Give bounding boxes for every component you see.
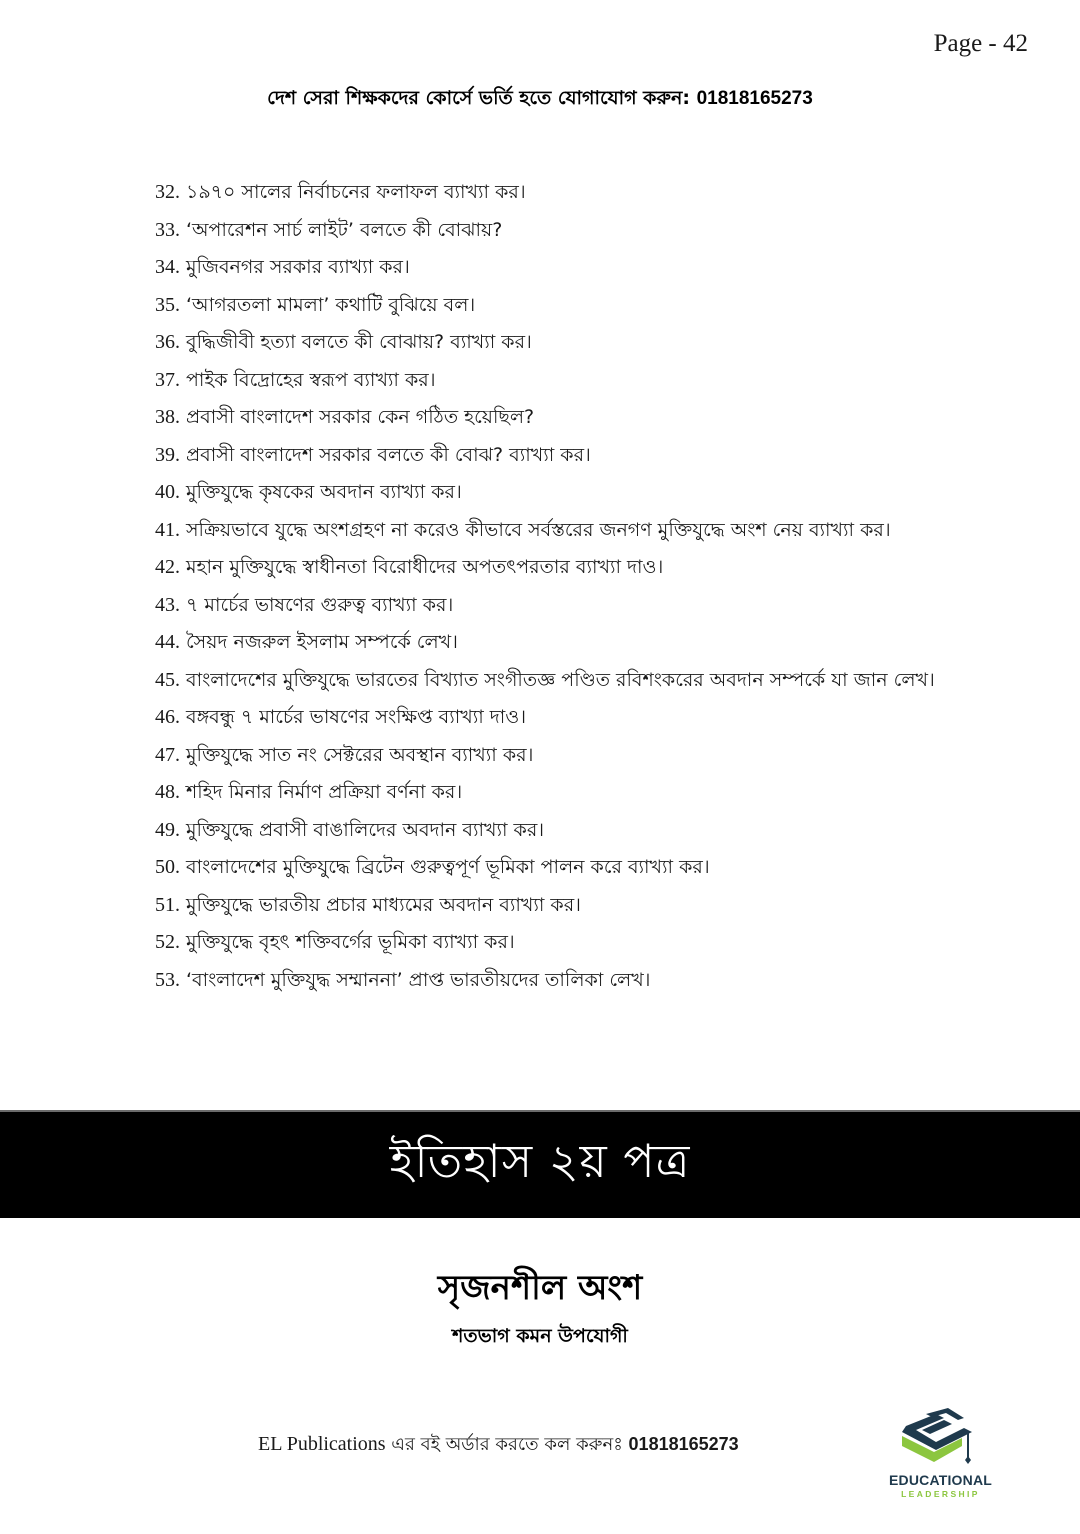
question-item xyxy=(155,924,935,962)
question-number: 51. xyxy=(155,893,180,916)
question-text: বঙ্গবন্ধু ৭ মার্চের ভাষণের সংক্ষিপ্ত ব্যাখ্যা দাও। xyxy=(186,706,527,728)
contact-banner-text: দেশ সেরা শিক্ষকদের কোর্সে ভর্তি হতে যোগাযোগ করুন: xyxy=(267,87,697,109)
question-item xyxy=(155,437,935,475)
question-number: 35. xyxy=(155,293,180,316)
question-text: সক্রিয়ভাবে যুদ্ধে অংশগ্রহণ না করেও কীভাবে সর্বস্তরের জনগণ মুক্তিযুদ্ধে অংশ নেয় ব্যাখ্যা কর। xyxy=(186,518,891,541)
question-number: 45. xyxy=(155,668,180,691)
logo-name: EDUCATIONAL xyxy=(888,1472,993,1488)
question-text: প্রবাসী বাংলাদেশ সরকার বলতে কী বোঝ? ব্যাখ্যা কর। xyxy=(186,443,591,466)
question-text: বাংলাদেশের মুক্তিযুদ্ধে ভারতের বিখ্যাত সংগীতজ্ঞ পণ্ডিত রবিশংকরের অবদান সম্পর্কে যা জান লেখ। xyxy=(186,668,935,691)
footer-phone: 01818165273 xyxy=(628,1434,739,1454)
question-number: 40. xyxy=(155,481,180,503)
question-text: ‘বাংলাদেশ মুক্তিযুদ্ধ সম্মাননা’ প্রাপ্ত ভারতীয়দের তালিকা লেখ। xyxy=(186,968,651,991)
question-number: 33. xyxy=(155,218,180,241)
question-item xyxy=(155,662,935,700)
question-text: পাইক বিদ্রোহের স্বরূপ ব্যাখ্যা কর। xyxy=(186,368,436,391)
question-item xyxy=(155,249,935,287)
question-number: 43. xyxy=(155,593,180,616)
question-text: মুক্তিযুদ্ধে বৃহৎ শক্তিবর্গের ভূমিকা ব্যাখ্যা কর। xyxy=(186,931,515,953)
question-text: বাংলাদেশের মুক্তিযুদ্ধে ব্রিটেন গুরুত্বপূর্ণ ভূমিকা পালন করে ব্যাখ্যা কর। xyxy=(186,856,710,878)
graduation-cap-e-icon xyxy=(900,1408,982,1472)
question-item xyxy=(155,962,935,1000)
question-item xyxy=(155,887,935,925)
question-item xyxy=(155,512,935,550)
question-item xyxy=(155,737,935,775)
question-number: 44. xyxy=(155,631,180,653)
question-text: ‘আগরতলা মামলা’ কথাটি বুঝিয়ে বল। xyxy=(186,293,476,316)
question-item xyxy=(155,324,935,362)
question-item xyxy=(155,624,935,662)
question-item xyxy=(155,287,935,325)
question-text: সৈয়দ নজরুল ইসলাম সম্পর্কে লেখ। xyxy=(186,631,458,653)
question-item xyxy=(155,362,935,400)
question-item xyxy=(155,399,935,437)
question-text: বুদ্ধিজীবী হত্যা বলতে কী বোঝায়? ব্যাখ্যা কর। xyxy=(186,331,532,353)
question-item xyxy=(155,212,935,250)
question-number: 50. xyxy=(155,856,180,878)
question-text: মুক্তিযুদ্ধে ভারতীয় প্রচার মাধ্যমের অবদান ব্যাখ্যা কর। xyxy=(186,893,581,916)
question-number: 52. xyxy=(155,931,180,953)
question-text: ১৯৭০ সালের নির্বাচনের ফলাফল ব্যাখ্যা কর। xyxy=(186,181,526,203)
question-number: 39. xyxy=(155,443,180,466)
question-item xyxy=(155,587,935,625)
question-item xyxy=(155,549,935,587)
question-text: মহান মুক্তিযুদ্ধে স্বাধীনতা বিরোধীদের অপতৎপরতার ব্যাখ্যা দাও। xyxy=(186,556,664,578)
question-item xyxy=(155,699,935,737)
question-text: ৭ মার্চের ভাষণের গুরুত্ব ব্যাখ্যা কর। xyxy=(186,593,454,616)
footer-order-line xyxy=(258,1430,739,1461)
contact-banner xyxy=(0,84,1080,116)
question-number: 34. xyxy=(155,256,180,278)
question-number: 37. xyxy=(155,368,180,391)
question-item xyxy=(155,174,935,212)
question-number: 32. xyxy=(155,181,180,203)
question-text: মুক্তিযুদ্ধে প্রবাসী বাঙালিদের অবদান ব্যাখ্যা কর। xyxy=(186,818,545,841)
contact-phone: 01818165273 xyxy=(696,88,813,109)
page-number: Page - 42 xyxy=(933,30,1028,57)
publisher-name: EL Publications xyxy=(258,1433,386,1455)
question-number: 42. xyxy=(155,556,180,578)
question-number: 53. xyxy=(155,968,180,991)
question-item xyxy=(155,812,935,850)
question-item xyxy=(155,849,935,887)
question-item xyxy=(155,474,935,512)
question-text: মুক্তিযুদ্ধে সাত নং সেক্টরের অবস্থান ব্যাখ্যা কর। xyxy=(186,743,534,766)
question-number: 38. xyxy=(155,406,180,428)
part-heading: সৃজনশীল অংশ xyxy=(437,1268,643,1308)
question-number: 41. xyxy=(155,518,180,541)
educational-leadership-logo xyxy=(878,1408,1003,1504)
question-number: 46. xyxy=(155,706,180,728)
question-text: প্রবাসী বাংলাদেশ সরকার কেন গঠিত হয়েছিল? xyxy=(186,406,535,428)
footer-order-text: এর বই অর্ডার করতে কল করুনঃ xyxy=(385,1434,629,1455)
question-text: মুক্তিযুদ্ধে কৃষকের অবদান ব্যাখ্যা কর। xyxy=(186,481,462,503)
question-list xyxy=(155,174,935,999)
section-title-band xyxy=(0,1110,1080,1218)
question-text: শহিদ মিনার নির্মাণ প্রক্রিয়া বর্ণনা কর। xyxy=(186,781,463,803)
question-number: 48. xyxy=(155,781,180,803)
part-subheading: শতভাগ কমন উপযোগী xyxy=(452,1325,628,1347)
question-number: 47. xyxy=(155,743,180,766)
question-number: 49. xyxy=(155,818,180,841)
section-title: ইতিহাস ২য় পত্র xyxy=(389,1134,691,1188)
logo-tagline: LEADERSHIP xyxy=(901,1489,980,1499)
question-number: 36. xyxy=(155,331,180,353)
question-text: মুজিবনগর সরকার ব্যাখ্যা কর। xyxy=(186,256,410,278)
question-item xyxy=(155,774,935,812)
question-text: ‘অপারেশন সার্চ লাইট’ বলতে কী বোঝায়? xyxy=(186,218,503,241)
